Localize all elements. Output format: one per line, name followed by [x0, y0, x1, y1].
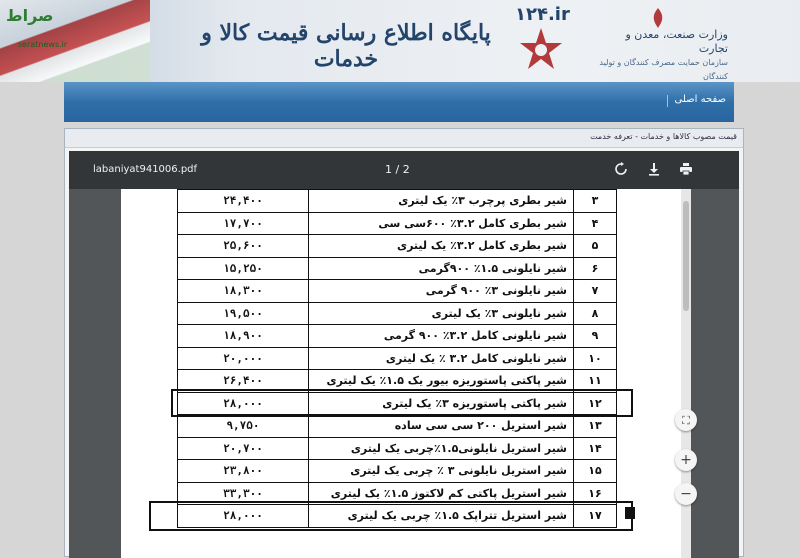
row-name: شیر استریل نایلونی۱.۵٪چربی یک لیتری: [309, 437, 574, 460]
panel-title-bar: [65, 129, 743, 148]
row-name: شیر پاکتی پاستوریزه ۳٪ یک لیتری: [309, 392, 574, 415]
ministry-name: [598, 28, 728, 84]
site-header: [0, 0, 800, 82]
fit-page-icon: ⛶: [682, 414, 690, 427]
nav-separator: [667, 95, 668, 107]
pdf-file-name: labaniyat941006.pdf: [93, 164, 198, 175]
zoom-in-icon: +: [680, 452, 692, 468]
site-number: ۱۲۴.ir: [515, 4, 570, 25]
row-num: ۱۶: [574, 482, 617, 505]
row-num: ۱۰: [574, 347, 617, 370]
ministry-line1: وزارت صنعت، معدن و تجارت: [625, 28, 728, 55]
table-row: [178, 212, 617, 235]
zoom-out-icon: −: [680, 486, 692, 502]
price-table: [177, 189, 617, 528]
row-price: ۲۰,۰۰۰: [178, 347, 309, 370]
row-name: شیر استریل ۲۰۰ سی سی ساده: [309, 415, 574, 438]
zoom-out-button[interactable]: [675, 483, 697, 505]
row-name: شیر بطری کامل ۳.۲٪ ۶۰۰سی سی: [309, 212, 574, 235]
table-row: [178, 257, 617, 280]
fit-page-button[interactable]: [675, 409, 697, 431]
site-title: پایگاه اطلاع رسانی قیمت کالا و خدمات: [201, 20, 491, 72]
highlight-box-row-17: [149, 501, 633, 531]
row-num: ۱۲: [574, 392, 617, 415]
row-price: ۲۸,۰۰۰: [178, 505, 309, 528]
table-row: [178, 302, 617, 325]
panel-title: قیمت مصوب کالاها و خدمات - تعرفه خدمت: [590, 132, 737, 141]
row-num: ۱۵: [574, 460, 617, 483]
row-num: ۳: [574, 190, 617, 213]
row-num: ۵: [574, 235, 617, 258]
row-num: ۴: [574, 212, 617, 235]
row-price: ۲۵,۶۰۰: [178, 235, 309, 258]
row-price: ۱۸,۹۰۰: [178, 325, 309, 348]
pdf-toolbar: [69, 151, 739, 189]
pdf-page: [121, 189, 681, 558]
table-row: [178, 280, 617, 303]
row-price: ۲۰,۷۰۰: [178, 437, 309, 460]
row-name: شیر بطری کامل ۳.۲٪ یک لیتری: [309, 235, 574, 258]
row-name: شیر استریل نایلونی ۳ ٪ چربی یک لیتری: [309, 460, 574, 483]
zoom-in-button[interactable]: [675, 449, 697, 471]
row-price: ۱۷,۷۰۰: [178, 212, 309, 235]
row-price: ۱۹,۵۰۰: [178, 302, 309, 325]
highlight-marker: [625, 507, 635, 519]
row-name: شیر نایلونی کامل ۳.۲٪ ۹۰۰ گرمی: [309, 325, 574, 348]
table-row: [178, 437, 617, 460]
row-price: ۲۶,۴۰۰: [178, 370, 309, 393]
table-row: [178, 460, 617, 483]
iran-emblem-icon: [646, 6, 670, 30]
row-name: شیر استریل تتراپک ۱.۵٪ چربی یک لیتری: [309, 505, 574, 528]
ministry-line2: سازمان حمایت مصرف کنندگان و تولید کنندگان: [599, 58, 728, 81]
row-name: شیر نایلونی ۱.۵٪ ۹۰۰گرمی: [309, 257, 574, 280]
row-name: شیر پاکتی پاستوریزه بیور یک ۱.۵٪ یک لیتری: [309, 370, 574, 393]
row-name: شیر نایلونی کامل ۳.۲ ٪ یک لیتری: [309, 347, 574, 370]
home-link[interactable]: صفحه اصلی: [674, 94, 726, 105]
row-num: ۱۷: [574, 505, 617, 528]
table-row: [178, 347, 617, 370]
row-price: ۲۸,۰۰۰: [178, 392, 309, 415]
rotate-icon[interactable]: [614, 162, 628, 176]
table-row: [178, 235, 617, 258]
highlight-box-row-12: [171, 389, 633, 417]
print-icon[interactable]: [679, 162, 693, 176]
site-logo-icon: [518, 26, 564, 72]
row-price: ۲۴,۴۰۰: [178, 190, 309, 213]
row-num: ۹: [574, 325, 617, 348]
table-row: [178, 190, 617, 213]
watermark-logo: صراط: [6, 6, 54, 25]
content-panel: [64, 128, 744, 557]
pdf-viewer: [69, 151, 739, 558]
row-num: ۱۳: [574, 415, 617, 438]
row-price: ۱۸,۳۰۰: [178, 280, 309, 303]
nav-bar: [64, 82, 734, 122]
download-icon[interactable]: [647, 162, 661, 176]
row-num: ۶: [574, 257, 617, 280]
row-name: شیر استریل پاکتی کم لاکتوز ۱.۵٪ یک لیتری: [309, 482, 574, 505]
row-num: ۱۱: [574, 370, 617, 393]
watermark-url: seratnews.ir: [18, 40, 68, 49]
row-price: ۹,۷۵۰: [178, 415, 309, 438]
row-name: شیر نایلونی ۳٪ ۹۰۰ گرمی: [309, 280, 574, 303]
row-num: ۷: [574, 280, 617, 303]
row-num: ۸: [574, 302, 617, 325]
page-indicator: 1 / 2: [385, 163, 410, 176]
row-num: ۱۴: [574, 437, 617, 460]
row-price: ۳۳,۳۰۰: [178, 482, 309, 505]
row-name: شیر نایلونی ۳٪ یک لیتری: [309, 302, 574, 325]
row-price: ۲۳,۸۰۰: [178, 460, 309, 483]
table-row: [178, 415, 617, 438]
scrollbar-thumb[interactable]: [683, 201, 689, 311]
row-name: شیر بطری پرچرب ۳٪ یک لیتری: [309, 190, 574, 213]
row-price: ۱۵,۲۵۰: [178, 257, 309, 280]
table-row: [178, 325, 617, 348]
